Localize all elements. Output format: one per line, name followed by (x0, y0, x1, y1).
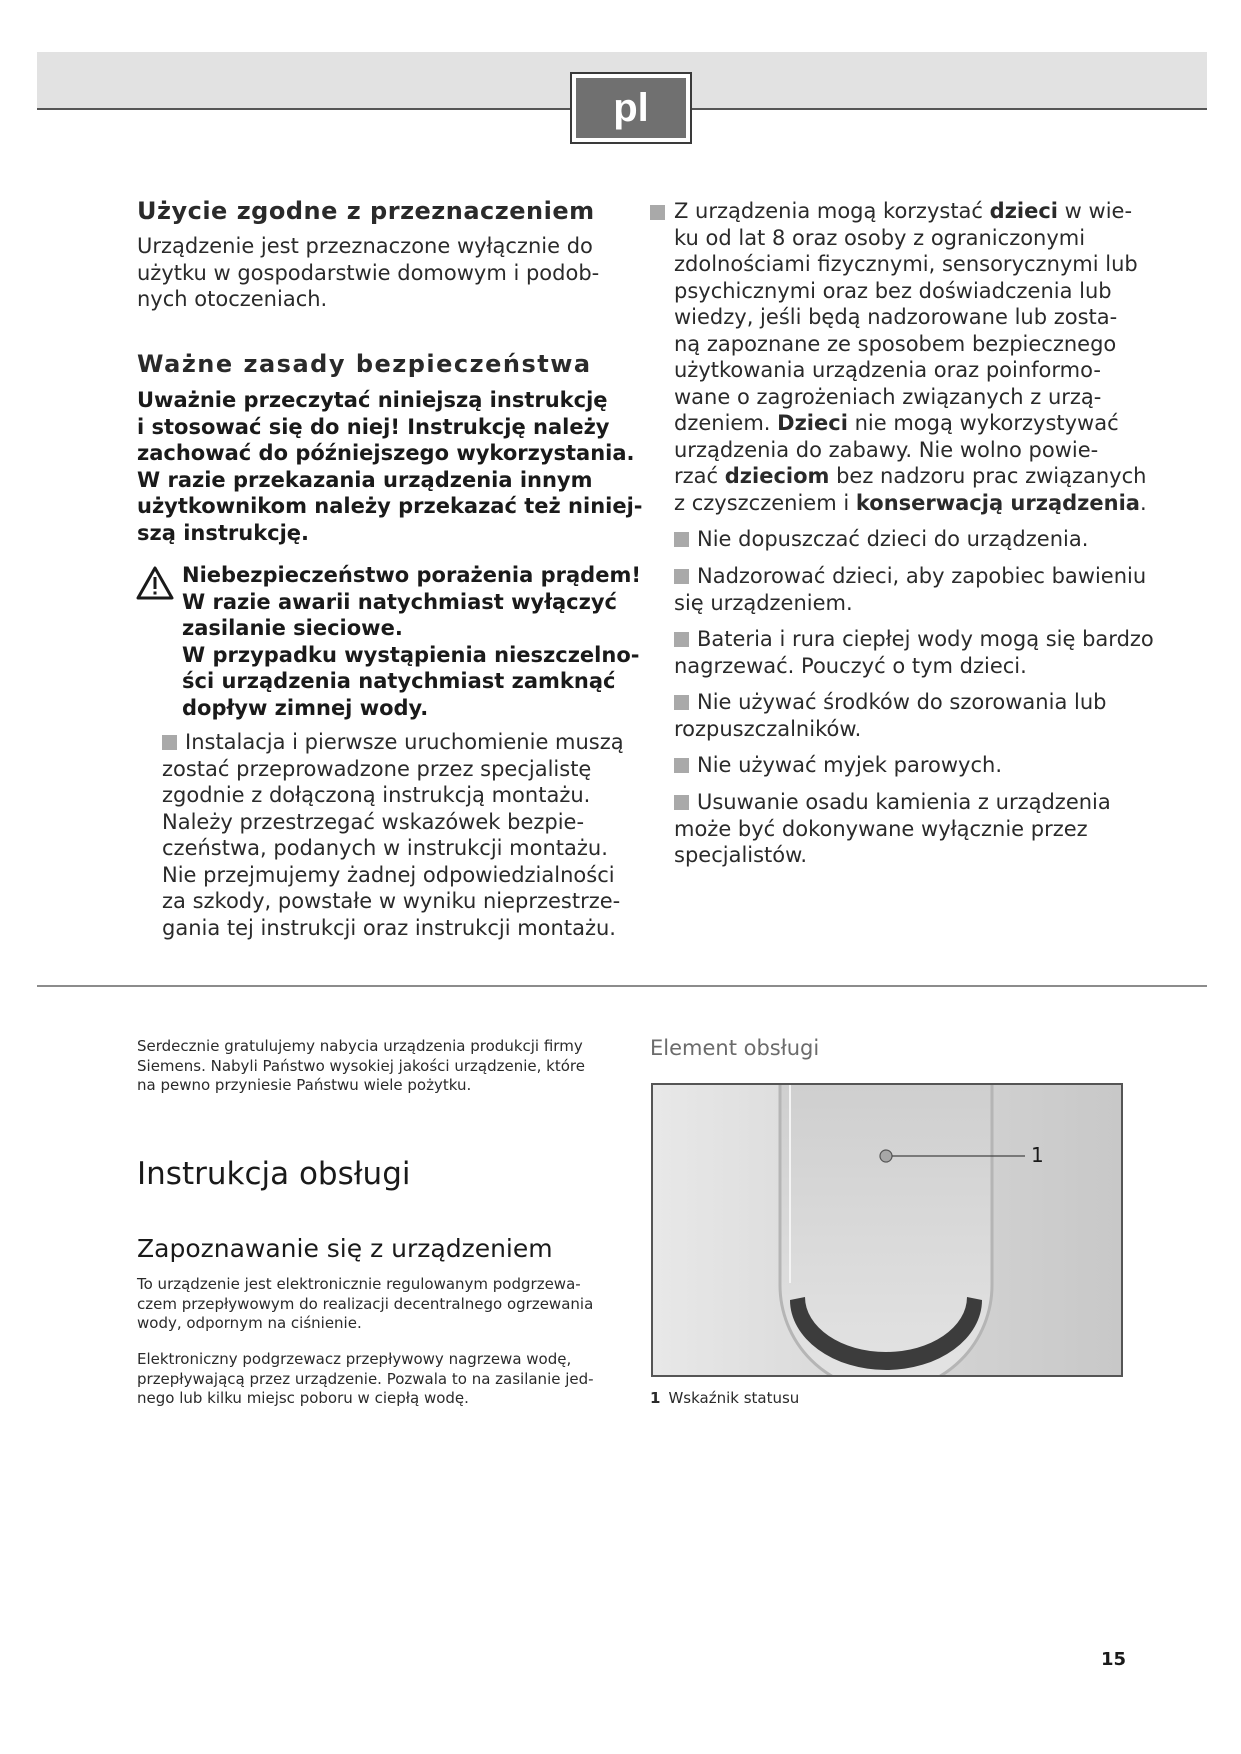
text-line: z czyszczeniem i konserwacją urządzenia. (674, 490, 1147, 515)
text-line: Siemens. Nabyli Państwo wysokiej jakości urządzenie, które (137, 1056, 585, 1075)
bullet-square-icon (674, 569, 689, 584)
list-item (674, 752, 1144, 779)
text-line: dopływ zimnej wody. (182, 695, 429, 720)
status-indicator-dot (880, 1150, 892, 1162)
bullet-square-icon (650, 205, 665, 220)
text-line: ści urządzenia natychmiast zamknąć (182, 669, 616, 693)
section-divider (37, 985, 1207, 987)
text-line: wiedzy, jeśli będą nadzorowane lub zosta- (674, 305, 1118, 329)
bullet-square-icon (674, 532, 689, 547)
text-line: się urządzeniem. (674, 590, 853, 615)
text-line: W razie awarii natychmiast wyłączyć (182, 589, 617, 614)
legend-number: 1 (650, 1389, 661, 1407)
text-line: przepływającą przez urządzenie. Pozwala to na zasilanie jed- (137, 1369, 594, 1388)
list-item (674, 689, 1144, 742)
intended-use-text (137, 233, 617, 313)
text-line: Nadzorować dzieci, aby zapobiec bawieniu (674, 563, 1144, 590)
text-line: specjalistów. (674, 843, 808, 867)
text-line: rozpuszczalników. (674, 716, 862, 741)
section-title-intended-use: Użycie zgodne z przeznaczeniem (137, 197, 595, 225)
bullet-square-icon (674, 632, 689, 647)
text-line: nych otoczeniach. (137, 287, 328, 311)
installation-note (162, 729, 632, 941)
text-line: rzać dzieciom bez nadzoru prac związanych (674, 464, 1147, 488)
section-safety (137, 350, 643, 546)
list-item (674, 526, 1144, 553)
section-title-getting-to-know: Zapoznawanie się z urządzeniem (137, 1234, 553, 1263)
text-line: nego lub kilku miejsc poboru w ciepłą wodę. (137, 1389, 469, 1407)
text-line: Nie używać myjek parowych. (674, 752, 1144, 779)
page-title: Instrukcja obsługi (137, 1156, 411, 1192)
text-line: Instalacja i pierwsze uruchomienie muszą (162, 729, 632, 756)
section-intended-use (137, 197, 617, 313)
text-line: Nie dopuszczać dzieci do urządzenia. (674, 526, 1144, 553)
device-front-panel-drawing (653, 1085, 1121, 1375)
device-description (137, 1275, 627, 1334)
text-line: zasilanie sieciowe. (182, 616, 403, 640)
congratulations-text (137, 1037, 617, 1096)
warning-triangle-icon (136, 566, 174, 600)
text-line: wody, odpornym na ciśnienie. (137, 1314, 362, 1332)
bullet-square-icon (674, 795, 689, 810)
text-line: czeństwa, podanych w instrukcji montażu. (162, 836, 608, 860)
text-line: i stosować się do niej! Instrukcję należy (137, 414, 610, 439)
text-line: czem przepływowym do realizacji decentralnego ogrzewania (137, 1294, 594, 1313)
callout-number: 1 (1031, 1143, 1044, 1167)
page-number: 15 (1101, 1649, 1127, 1670)
text-line: Niebezpieczeństwo porażenia prądem! (182, 563, 641, 587)
list-item (674, 789, 1144, 869)
text-line: Usuwanie osadu kamienia z urządzenia (674, 789, 1144, 816)
text-line: nagrzewać. Pouczyć o tym dzieci. (674, 653, 1027, 678)
list-item (674, 626, 1154, 679)
text-line: może być dokonywane wyłącznie przez (674, 816, 1088, 841)
text-line: Nie przejmujemy żadnej odpowiedzialności (162, 862, 615, 887)
children-usage-paragraph (674, 198, 1147, 516)
text-line: Elektroniczny podgrzewacz przepływowy nagrzewa wodę, (137, 1350, 572, 1368)
text-line: na pewno przyniesie Państwu wiele pożytku. (137, 1076, 472, 1094)
text-line: Uważnie przeczytać niniejszą instrukcję (137, 388, 608, 412)
text-line: użytkownikom należy przekazać też niniej- (137, 494, 643, 518)
text-line: To urządzenie jest elektronicznie regulowanym podgrzewa- (137, 1275, 581, 1293)
text-line: Nie używać środków do szorowania lub (674, 689, 1144, 716)
text-line: ną zapoznane ze sposobem bezpiecznego (674, 331, 1117, 356)
heater-description (137, 1350, 627, 1409)
text-line: wane o zagrożeniach związanych z urzą- (674, 384, 1102, 409)
text-line: zdolnościami fizycznymi, sensorycznymi lub (674, 252, 1138, 276)
safety-bold-text (137, 387, 643, 546)
text-line: za szkody, powstałe w wyniku nieprzestrze- (162, 889, 621, 913)
bullet-square-icon (674, 758, 689, 773)
electric-shock-warning (182, 562, 641, 721)
text-line: gania tej instrukcji oraz instrukcji montażu. (162, 915, 616, 940)
language-tab: pl (576, 78, 686, 138)
text-line: Z urządzenia mogą korzystać dzieci w wie- (674, 199, 1133, 223)
text-line: zgodnie z dołączoną instrukcją montażu. (162, 783, 591, 807)
text-line: Urządzenie jest przeznaczone wyłącznie do (137, 234, 593, 258)
text-line: ku od lat 8 oraz osoby z ograniczonymi (674, 225, 1086, 250)
bullet-square-icon (674, 695, 689, 710)
text-line: zachować do późniejszego wykorzystania. (137, 441, 635, 465)
text-line: dzeniem. Dzieci nie mogą wykorzystywać (674, 411, 1119, 435)
text-line: W przypadku wystąpienia nieszczelno- (182, 642, 640, 667)
text-line: Bateria i rura ciepłej wody mogą się bardzo (674, 626, 1144, 653)
section-title-safety: Ważne zasady bezpieczeństwa (137, 350, 592, 378)
device-illustration (651, 1083, 1123, 1377)
figure-legend (650, 1389, 799, 1407)
list-item (674, 563, 1147, 616)
text-line: psychicznymi oraz bez doświadczenia lub (674, 278, 1112, 303)
text-line: szą instrukcję. (137, 520, 310, 545)
text-line: Serdecznie gratulujemy nabycia urządzenia produkcji firmy (137, 1037, 583, 1055)
text-line: użytku w gospodarstwie domowym i podob- (137, 260, 600, 285)
text-line: W razie przekazania urządzenia innym (137, 467, 593, 492)
section-title-control-element: Element obsługi (650, 1036, 820, 1060)
legend-text: Wskaźnik statusu (668, 1389, 800, 1407)
text-line: zostać przeprowadzone przez specjalistę (162, 756, 592, 781)
bullet-square-icon (162, 735, 177, 750)
text-line: urządzenia do zabawy. Nie wolno powie- (674, 437, 1099, 462)
text-line: Należy przestrzegać wskazówek bezpie- (162, 809, 585, 834)
text-line: użytkowania urządzenia oraz poinformo- (674, 358, 1101, 382)
